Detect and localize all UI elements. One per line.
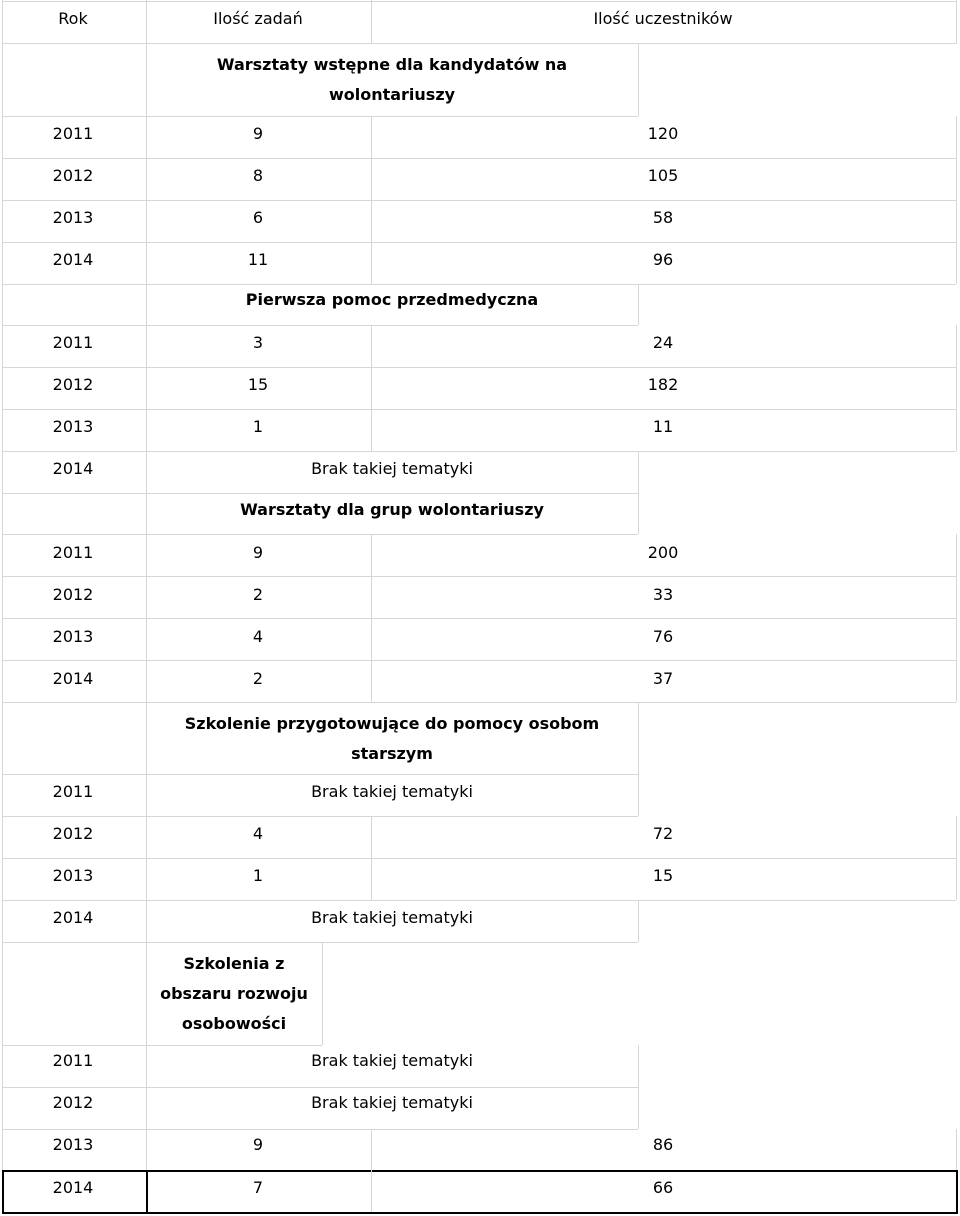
column-header-ilosc-zadan: Ilość zadań — [213, 9, 303, 28]
grid-line — [2, 0, 3, 1170]
grid-line — [146, 816, 147, 900]
cell-tasks: 2 — [252, 669, 264, 688]
section-title: Warsztaty wstępne dla kandydatów na wolontariuszy — [216, 55, 568, 104]
cell-note: Brak takiej tematyki — [311, 1051, 473, 1070]
grid-line — [2, 1045, 322, 1046]
cell-tasks: 1 — [252, 866, 264, 885]
cell-tasks: 4 — [252, 824, 264, 843]
grid-line — [146, 1045, 147, 1129]
cell-tasks: 4 — [252, 627, 264, 646]
cell-participants: 24 — [652, 333, 674, 352]
cell-participants: 105 — [647, 166, 679, 185]
cell-year: 2013 — [52, 866, 94, 885]
grid-line — [638, 44, 639, 116]
cell-year: 2013 — [52, 417, 94, 436]
section-title: Szkolenia z obszaru rozwoju osobowości — [160, 954, 308, 1033]
grid-line — [371, 1129, 372, 1170]
grid-line — [2, 942, 638, 943]
column-header-ilosc-uczestnikow: Ilość uczestników — [593, 9, 733, 28]
grid-line — [371, 1170, 372, 1212]
cell-year: 2014 — [52, 669, 94, 688]
cell-year: 2012 — [52, 166, 94, 185]
grid-line — [146, 116, 147, 284]
grid-line — [146, 493, 147, 534]
cell-participants: 72 — [652, 824, 674, 843]
section-title: Szkolenie przygotowujące do pomocy osobom starszym — [184, 714, 600, 763]
cell-year: 2011 — [52, 124, 94, 143]
cell-year: 2013 — [52, 208, 94, 227]
cell-year: 2011 — [52, 543, 94, 562]
cell-tasks: 7 — [252, 1178, 264, 1197]
grid-line — [146, 0, 147, 44]
grid-line — [956, 534, 957, 702]
grid-line — [2, 1170, 4, 1214]
cell-tasks: 1 — [252, 417, 264, 436]
grid-line — [638, 284, 639, 325]
cell-participants: 37 — [652, 669, 674, 688]
cell-tasks: 9 — [252, 543, 264, 562]
cell-note: Brak takiej tematyki — [311, 782, 473, 801]
column-header-rok: Rok — [58, 9, 88, 28]
grid-line — [146, 534, 147, 702]
cell-year: 2012 — [52, 824, 94, 843]
grid-line — [146, 325, 147, 451]
cell-tasks: 15 — [247, 375, 269, 394]
cell-year: 2011 — [52, 1051, 94, 1070]
grid-line — [638, 451, 639, 493]
grid-line — [146, 284, 147, 325]
cell-participants: 120 — [647, 124, 679, 143]
cell-tasks: 6 — [252, 208, 264, 227]
cell-tasks: 11 — [247, 250, 269, 269]
grid-line — [2, 116, 638, 117]
grid-line — [2, 774, 638, 775]
grid-line — [371, 0, 372, 44]
cell-participants: 76 — [652, 627, 674, 646]
grid-line — [956, 1170, 958, 1214]
grid-line — [371, 816, 372, 900]
grid-line — [956, 325, 957, 451]
grid-line — [371, 325, 372, 451]
grid-line — [146, 1170, 148, 1212]
grid-line — [146, 284, 638, 285]
grid-line — [146, 1129, 147, 1170]
cell-year: 2012 — [52, 1093, 94, 1112]
cell-participants: 96 — [652, 250, 674, 269]
grid-line — [638, 702, 639, 774]
cell-note: Brak takiej tematyki — [311, 459, 473, 478]
cell-year: 2011 — [52, 333, 94, 352]
grid-line — [638, 493, 639, 534]
cell-tasks: 3 — [252, 333, 264, 352]
cell-year: 2012 — [52, 585, 94, 604]
grid-line — [146, 493, 638, 494]
cell-note: Brak takiej tematyki — [311, 908, 473, 927]
grid-line — [956, 816, 957, 900]
cell-tasks: 9 — [252, 124, 264, 143]
grid-line — [322, 942, 323, 1045]
cell-tasks: 2 — [252, 585, 264, 604]
grid-line — [2, 1087, 638, 1088]
grid-line — [371, 116, 372, 284]
cell-year: 2012 — [52, 375, 94, 394]
grid-line — [146, 942, 147, 1045]
grid-line — [638, 1045, 639, 1129]
grid-line — [2, 816, 638, 817]
cell-participants: 33 — [652, 585, 674, 604]
cell-participants: 200 — [647, 543, 679, 562]
cell-participants: 66 — [652, 1178, 674, 1197]
cell-year: 2013 — [52, 1135, 94, 1154]
grid-line — [146, 702, 147, 774]
grid-line — [371, 534, 372, 702]
cell-tasks: 8 — [252, 166, 264, 185]
cell-year: 2011 — [52, 782, 94, 801]
section-title: Warsztaty dla grup wolontariuszy — [240, 500, 544, 519]
cell-tasks: 9 — [252, 1135, 264, 1154]
cell-year: 2014 — [52, 908, 94, 927]
grid-line — [146, 900, 147, 942]
grid-line — [638, 900, 639, 942]
grid-line — [638, 774, 639, 816]
grid-line — [146, 451, 147, 493]
cell-participants: 15 — [652, 866, 674, 885]
grid-line — [2, 1212, 958, 1214]
cell-year: 2014 — [52, 250, 94, 269]
grid-line — [956, 1129, 957, 1170]
grid-line — [146, 44, 147, 116]
cell-year: 2014 — [52, 459, 94, 478]
cell-year: 2014 — [52, 1178, 94, 1197]
grid-line — [2, 1129, 638, 1130]
section-title: Pierwsza pomoc przedmedyczna — [245, 290, 539, 309]
grid-line — [956, 116, 957, 284]
cell-participants: 86 — [652, 1135, 674, 1154]
cell-year: 2013 — [52, 627, 94, 646]
cell-participants: 58 — [652, 208, 674, 227]
grid-line — [2, 534, 638, 535]
grid-line — [146, 774, 147, 816]
cell-note: Brak takiej tematyki — [311, 1093, 473, 1112]
cell-participants: 11 — [652, 417, 674, 436]
cell-participants: 182 — [647, 375, 679, 394]
grid-line — [956, 0, 957, 44]
grid-line — [2, 325, 638, 326]
